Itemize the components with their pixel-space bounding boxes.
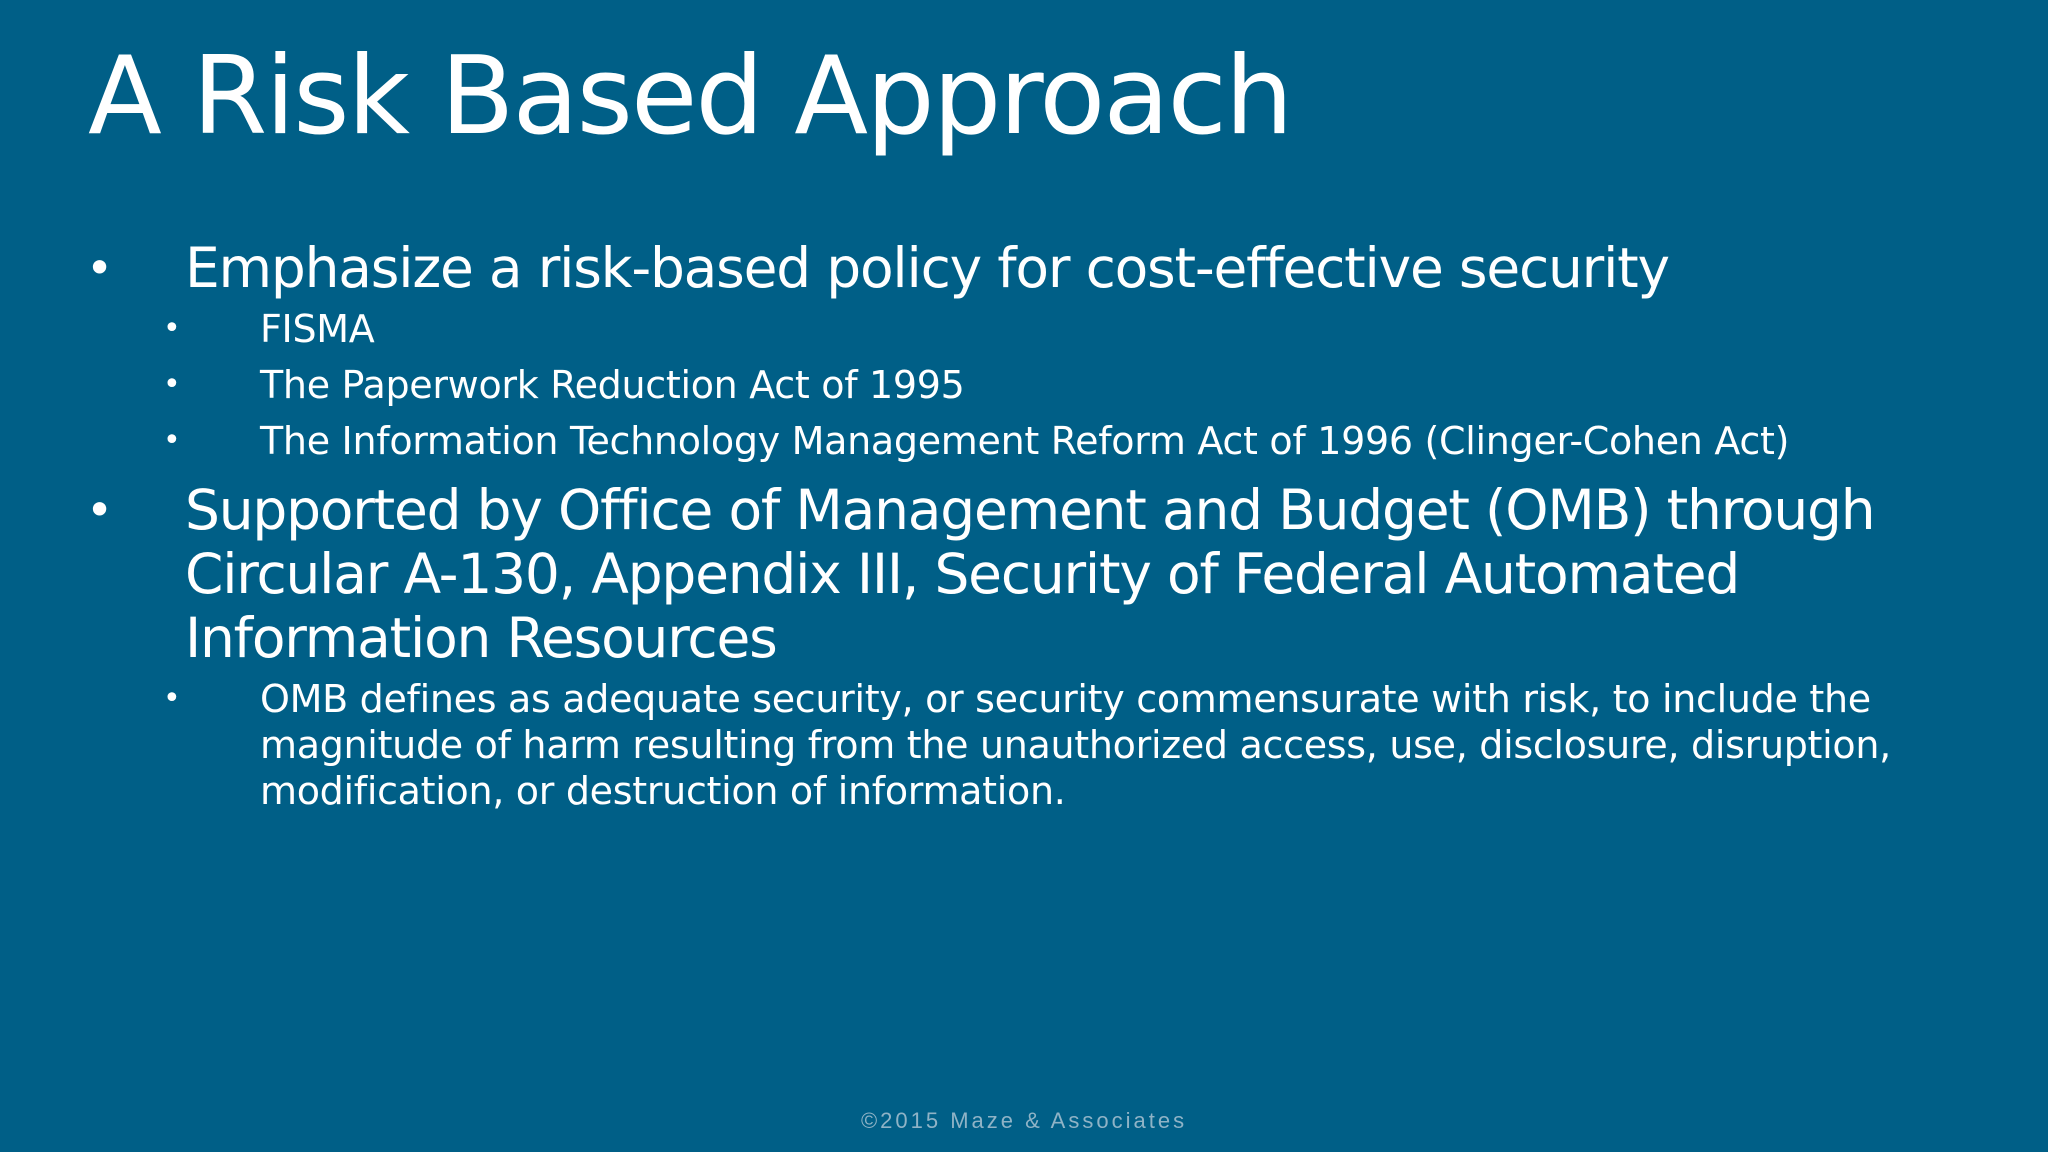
bullet-list xyxy=(0,236,2048,814)
sub-bullet-item xyxy=(0,306,2048,352)
sub-bullet-dot-icon: • xyxy=(163,367,181,402)
sub-bullet-text: The Paperwork Reduction Act of 1995 xyxy=(260,363,965,407)
sub-bullet-text: OMB defines as adequate security, or security commensurate with risk, to include the magnitude of harm resulting from the unauthorized access, use, disclosure, disruption, modification, or destruction of information. xyxy=(260,677,1891,813)
bullet-dot-icon: • xyxy=(86,241,112,295)
sub-bullet-list xyxy=(0,306,2048,464)
bullet-item xyxy=(0,236,2048,300)
sub-bullet-text: The Information Technology Management Reform Act of 1996 (Clinger-Cohen Act) xyxy=(260,419,1790,463)
copyright-footer: ©2015 Maze & Associates xyxy=(860,1108,1188,1133)
sub-bullet-dot-icon: • xyxy=(163,423,181,458)
sub-bullet-list xyxy=(0,676,2048,814)
slide-title: A Risk Based Approach xyxy=(88,34,1292,159)
sub-bullet-item xyxy=(0,676,2048,814)
sub-bullet-dot-icon: • xyxy=(163,681,181,716)
bullet-text: Supported by Office of Management and Budget (OMB) through Circular A-130, Appendix III, Security of Federal Automated Information Resources xyxy=(185,478,1875,670)
sub-bullet-item xyxy=(0,418,2048,464)
sub-bullet-text: FISMA xyxy=(260,307,375,351)
bullet-dot-icon: • xyxy=(86,483,112,537)
bullet-text: Emphasize a risk-based policy for cost-effective security xyxy=(185,236,1669,300)
bullet-item xyxy=(0,478,2048,670)
sub-bullet-item xyxy=(0,362,2048,408)
sub-bullet-dot-icon: • xyxy=(163,311,181,346)
